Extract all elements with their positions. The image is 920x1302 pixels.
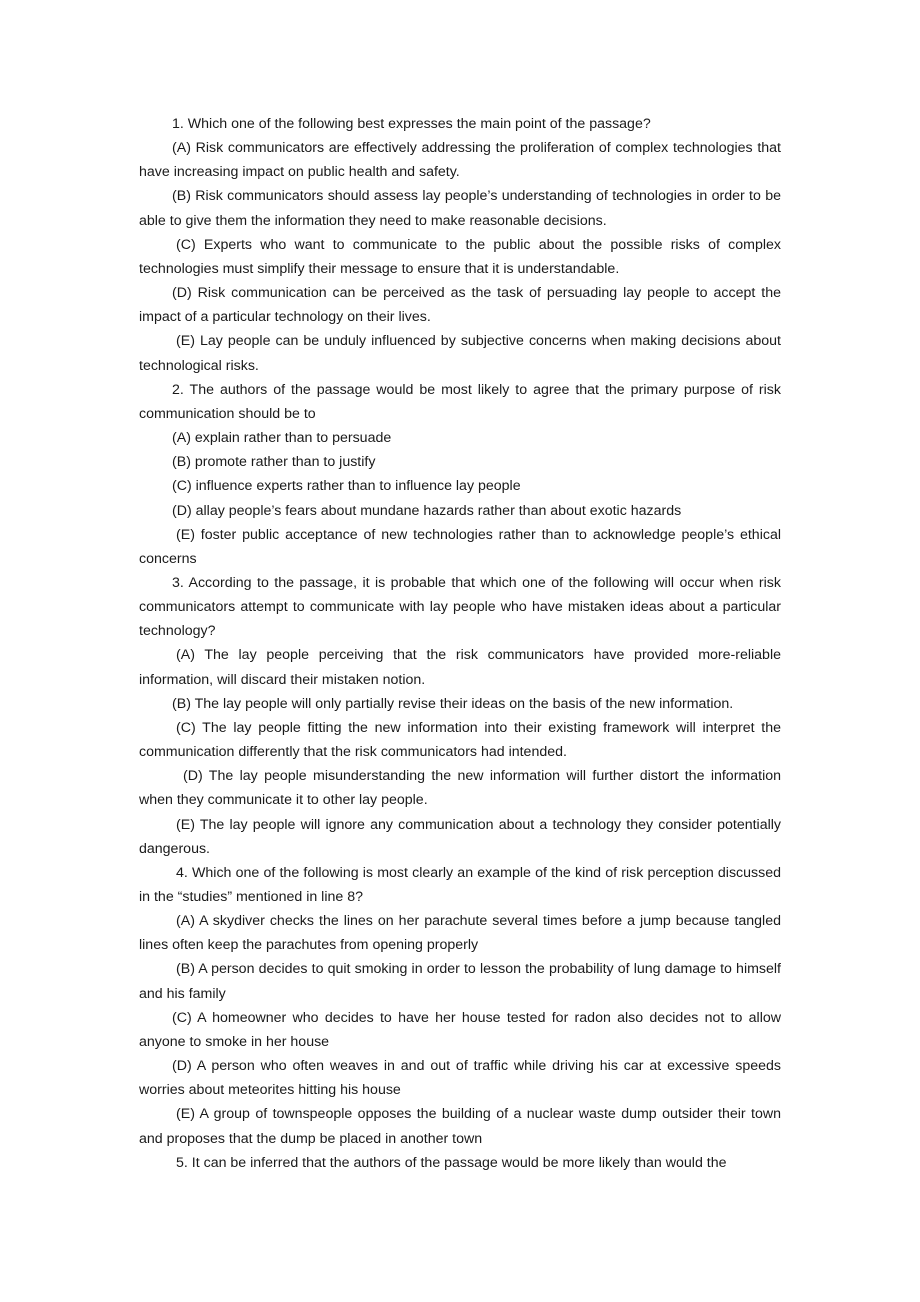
question-4-option-c: (C) A homeowner who decides to have her house tested for radon also decides not to allow anyone to smoke in her house <box>139 1009 781 1050</box>
question-3-option-a: (A) The lay people perceiving that the risk communicators have provided more-reliable information, will discard their mistaken notion. <box>139 647 781 688</box>
question-1-stem: 1. Which one of the following best expresses the main point of the passage? <box>172 116 651 132</box>
question-2-option-a: (A) explain rather than to persuade <box>172 430 392 447</box>
question-1-option-d: (D) Risk communication can be perceived as the task of persuading lay people to accept the impact of a particular technology on their lives. <box>139 285 781 326</box>
question-3-option-c: (C) The lay people fitting the new information into their existing framework will interpret the communication differently that the risk communicators had intended. <box>139 719 781 761</box>
question-3-option-d: (D) The lay people misunderstanding the new information will further distort the information when they communicate it to other lay people. <box>139 768 781 809</box>
question-2-option-d: (D) allay people’s fears about mundane hazards rather than about exotic hazards <box>172 502 682 519</box>
question-4-option-e: (E) A group of townspeople opposes the building of a nuclear waste dump outsider their town and proposes that the dump be placed in another town <box>139 1106 781 1147</box>
question-4-option-a: (A) A skydiver checks the lines on her parachute several times before a jump because tangled lines often keep the parachutes from opening properly <box>139 913 781 954</box>
question-3-stem: 3. According to the passage, it is probable that which one of the following will occur when risk communicators attempt to communicate with lay people who have mistaken ideas about a particular technology? <box>139 574 781 640</box>
question-1-option-c: (C) Experts who want to communicate to the public about the possible risks of complex technologies must simplify their message to ensure that it is understandable. <box>139 236 781 277</box>
question-4-option-b: (B) A person decides to quit smoking in order to lesson the probability of lung damage to himself and his family <box>139 961 781 1002</box>
question-4-stem: 4. Which one of the following is most clearly an example of the kind of risk perception discussed in the “studies” mentioned in line 8? <box>139 864 781 905</box>
question-2-option-c: (C) influence experts rather than to influence lay people <box>172 478 521 495</box>
question-3-option-b: (B) The lay people will only partially revise their ideas on the basis of the new information. <box>172 695 734 712</box>
document-page <box>139 112 781 1175</box>
question-4-option-d: (D) A person who often weaves in and out of traffic while driving his car at excessive speeds worries about meteorites hitting his house <box>139 1058 781 1099</box>
question-1-option-e: (E) Lay people can be unduly influenced by subjective concerns when making decisions about technological risks. <box>139 333 781 374</box>
question-5-stem: 5. It can be inferred that the authors of the passage would be more likely than would the <box>176 1154 727 1171</box>
question-1-option-b: (B) Risk communicators should assess lay people’s understanding of technologies in order to be able to give them the information they need to make reasonable decisions. <box>139 188 781 229</box>
question-2-option-b: (B) promote rather than to justify <box>172 454 376 471</box>
question-2-option-e: (E) foster public acceptance of new technologies rather than to acknowledge people’s ethical concerns <box>139 526 781 567</box>
question-2-stem: 2. The authors of the passage would be most likely to agree that the primary purpose of risk communication should be to <box>139 381 781 422</box>
question-1-option-a: (A) Risk communicators are effectively addressing the proliferation of complex technologies that have increasing impact on public health and safety. <box>139 140 781 181</box>
question-3-option-e: (E) The lay people will ignore any communication about a technology they consider potentially dangerous. <box>139 816 781 857</box>
